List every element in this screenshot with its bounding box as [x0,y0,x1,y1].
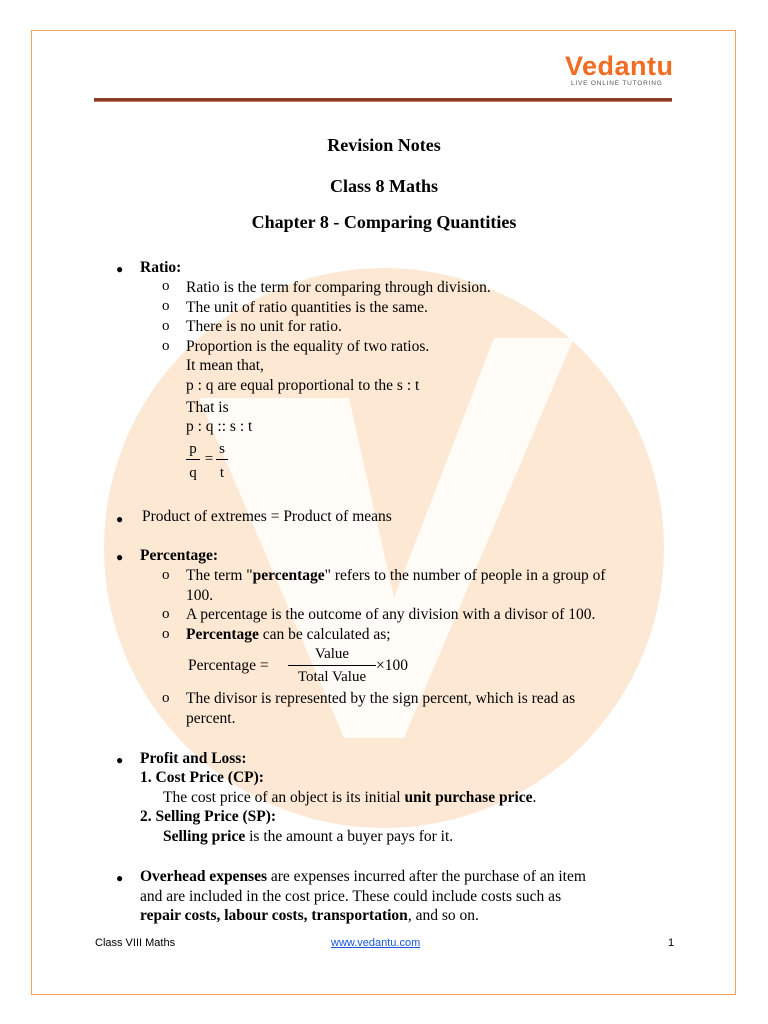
frac-equals: = [204,451,214,467]
logo-brand: Vedantu [565,51,674,81]
chapter-title: Chapter 8 - Comparing Quantities [251,212,517,232]
page-subtitle: Class 8 Maths [329,176,438,196]
circle-bullet-icon: o [162,690,170,706]
overhead-line-2: and are included in the cost price. These could include costs such as [140,888,562,905]
overhead-line-1: Overhead expenses are expenses incurred after the purchase of an item [140,868,586,885]
formula-denominator: Total Value [297,669,367,685]
page-title: Revision Notes [327,135,441,155]
frac-p: p [189,441,197,457]
bullet-icon: ● [116,871,124,885]
circle-bullet-icon: o [162,567,170,583]
pq-line: p : q are equal proportional to the s : t [186,377,420,394]
formula-numerator: Value [314,646,350,662]
page-number: 1 [668,937,675,949]
percentage-item-1: The term "percentage" refers to the number of people in a group of [186,567,606,584]
bullet-icon: ● [116,550,124,564]
frac-q: q [189,465,197,481]
percentage-item-2: A percentage is the outcome of any division with a divisor of 100. [186,606,596,623]
footer-link[interactable]: www.vedantu.com [331,937,421,949]
extremes-text: Product of extremes = Product of means [142,508,392,525]
it-mean-text: It mean that, [186,357,264,374]
logo-tagline: LIVE ONLINE TUTORING [571,80,663,87]
percentage-item-1-cont: 100. [186,587,214,604]
proportion-text: p : q :: s : t [186,418,253,435]
ratio-heading: Ratio: [140,259,182,276]
percentage-item-4-cont: percent. [186,710,236,727]
profit-heading: Profit and Loss: [140,750,247,767]
percentage-item-3: Percentage can be calculated as; [186,626,391,643]
circle-bullet-icon: o [162,318,170,334]
percentage-item-4: The divisor is represented by the sign percent, which is read as [186,690,576,707]
circle-bullet-icon: o [162,626,170,642]
ratio-item-2: The unit of ratio quantities is the same. [186,299,428,316]
cp-heading: 1. Cost Price (CP): [140,769,264,786]
bullet-icon: ● [116,753,124,767]
that-is-text: That is [186,399,229,416]
overhead-line-3: repair costs, labour costs, transportation, and so on. [140,907,479,924]
ratio-item-1: Ratio is the term for comparing through division. [186,279,491,296]
circle-bullet-icon: o [162,606,170,622]
formula-bar [288,665,376,666]
bullet-icon: ● [116,262,124,276]
frac-bar [186,459,200,460]
percentage-heading: Percentage: [140,547,219,564]
cp-text: The cost price of an object is its initial unit purchase price. [163,789,537,806]
circle-bullet-icon: o [162,278,170,294]
footer-left: Class VIII Maths [95,937,176,949]
sp-text: Selling price is the amount a buyer pays for it. [163,828,454,845]
circle-bullet-icon: o [162,338,170,354]
bullet-icon: ● [116,512,124,526]
sp-heading: 2. Selling Price (SP): [140,808,277,825]
ratio-item-3: There is no unit for ratio. [186,318,342,335]
frac-t: t [219,465,225,481]
frac-s: s [219,441,225,457]
circle-bullet-icon: o [162,298,170,314]
formula-lhs: Percentage = [188,657,269,674]
footer-link-wrap [331,937,420,949]
formula-rhs: ×100 [376,657,408,674]
ratio-item-4: Proportion is the equality of two ratios. [186,338,430,355]
frac-bar [216,459,228,460]
